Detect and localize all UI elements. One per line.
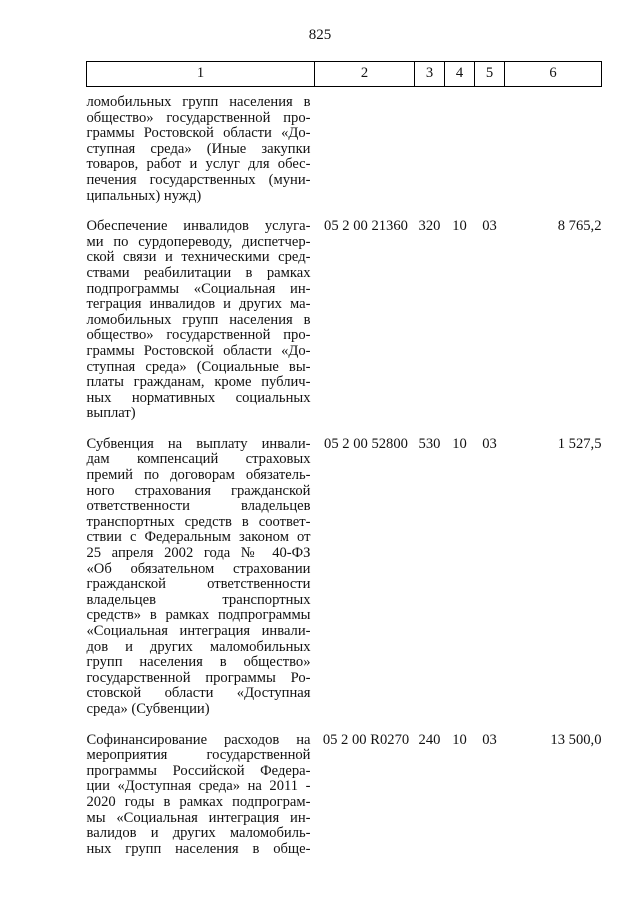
expense-type-cell: 530: [418, 435, 441, 452]
description-line: гражданской ответственности: [86, 576, 311, 593]
description-line: Субвенция на выплату инвали-: [86, 435, 311, 452]
description-line: валидов и других маломобиль-: [86, 825, 311, 842]
description-line: выплат): [86, 405, 136, 422]
section-cell: 10: [452, 218, 467, 235]
description-line: владельцев транспортных: [86, 591, 311, 608]
expense-type-cell: 240: [418, 731, 441, 748]
description-line: ской связи и техническими сред-: [86, 249, 311, 266]
amount-cell: 13 500,0: [550, 731, 602, 748]
description-line: «Социальная интеграция инвали-: [86, 623, 311, 639]
subsection-cell: 03: [482, 435, 497, 452]
description-line: ми по сурдопереводу, диспетчер-: [86, 233, 311, 250]
description-line: ных нормативных социальных: [86, 389, 311, 406]
description-line: премий по договорам обязатель-: [86, 467, 311, 484]
table-body: [87, 87, 602, 858]
description-line: ступная среда» (Иные закупки: [86, 140, 311, 157]
description-line: теграция инвалидов и других ма-: [86, 296, 311, 313]
description-line: 2020 годы в рамках подпрограм-: [86, 793, 311, 810]
section-cell: [445, 87, 475, 220]
expense-description: [87, 87, 315, 220]
column-header-5: 5: [475, 62, 505, 87]
description-line: ципальных) нужд): [86, 187, 202, 204]
description-line: транспортных средств в соответ-: [86, 513, 311, 530]
table-row: [87, 733, 602, 858]
column-header-4: 4: [445, 62, 475, 87]
description-line: ных групп населения в обще-: [86, 840, 311, 857]
budget-code-cell: 05 2 00 21360: [324, 218, 408, 235]
description-line: стовской области «Доступная: [86, 685, 311, 702]
page-number: 825: [308, 27, 332, 43]
description-line: программы Российской Федера-: [86, 762, 311, 779]
budget-code-cell: 05 2 00 52800: [324, 435, 408, 452]
description-line: граммы Ростовской области «До-: [86, 342, 311, 359]
amount-cell: 8 765,2: [557, 218, 602, 235]
description-line: граммы Ростовской области «До-: [86, 125, 311, 142]
description-line: средств» в рамках подпрограммы: [86, 607, 311, 624]
description-line: среда» (Субвенции): [86, 700, 210, 717]
description-line: общество» государственной про-: [86, 109, 311, 126]
description-line: ного страхования гражданской: [86, 482, 311, 499]
column-header-1: 1: [87, 62, 315, 87]
column-header-2: 2: [315, 62, 415, 87]
budget-table: [86, 61, 602, 857]
expense-type-cell: 320: [418, 218, 441, 235]
expense-description: [87, 437, 315, 733]
description-line: ломобильных групп населения в: [86, 311, 311, 328]
amount-cell: 1 527,5: [557, 435, 602, 452]
section-cell: 10: [452, 435, 467, 452]
section-cell: 10: [452, 731, 467, 748]
description-line: «Об обязательном страховании: [86, 560, 311, 577]
description-line: групп населения в общество»: [86, 654, 311, 671]
description-line: мероприятия государственной: [86, 747, 311, 764]
column-header-6: 6: [505, 62, 602, 87]
amount-cell: [505, 87, 602, 220]
description-line: 25 апреля 2002 года № 40-ФЗ: [86, 545, 311, 562]
description-line: государственной программы Ро-: [86, 669, 311, 686]
description-line: Софинансирование расходов на: [86, 731, 311, 748]
description-line: ции «Доступная среда» на 2011 -: [86, 778, 311, 795]
description-line: платы гражданам, кроме публич-: [86, 374, 311, 391]
expense-type-cell: [415, 87, 445, 220]
description-line: ствии с Федеральным законом от: [86, 529, 311, 546]
column-number-header-row: [87, 62, 602, 87]
description-line: дам компенсаций страховых: [86, 451, 311, 468]
description-line: ствами реабилитации в рамках: [86, 264, 311, 281]
description-line: ступная среда» (Социальные вы-: [86, 358, 311, 375]
expense-description: [87, 219, 315, 437]
description-line: подпрограммы «Социальная ин-: [86, 280, 311, 297]
description-line: ответственности владельцев: [86, 498, 311, 515]
subsection-cell: 03: [482, 731, 497, 748]
description-line: общество» государственной про-: [86, 327, 311, 344]
description-line: товаров, работ и услуг для обес-: [86, 156, 311, 173]
subsection-cell: [475, 87, 505, 220]
budget-code-cell: 05 2 00 R0270: [322, 731, 410, 748]
table-row: [87, 87, 602, 220]
column-header-3: 3: [415, 62, 445, 87]
table-row: [87, 219, 602, 437]
budget-code-cell: [315, 87, 415, 220]
table-row: [87, 437, 602, 733]
description-line: печения государственных (муни-: [86, 171, 311, 188]
description-line: ломобильных групп населения в: [86, 94, 311, 110]
description-line: Обеспечение инвалидов услуга-: [86, 218, 311, 235]
expense-description: [87, 733, 315, 858]
subsection-cell: 03: [482, 218, 497, 235]
description-line: дов и других маломобильных: [86, 638, 311, 655]
description-line: мы «Социальная интеграция ин-: [86, 809, 311, 826]
